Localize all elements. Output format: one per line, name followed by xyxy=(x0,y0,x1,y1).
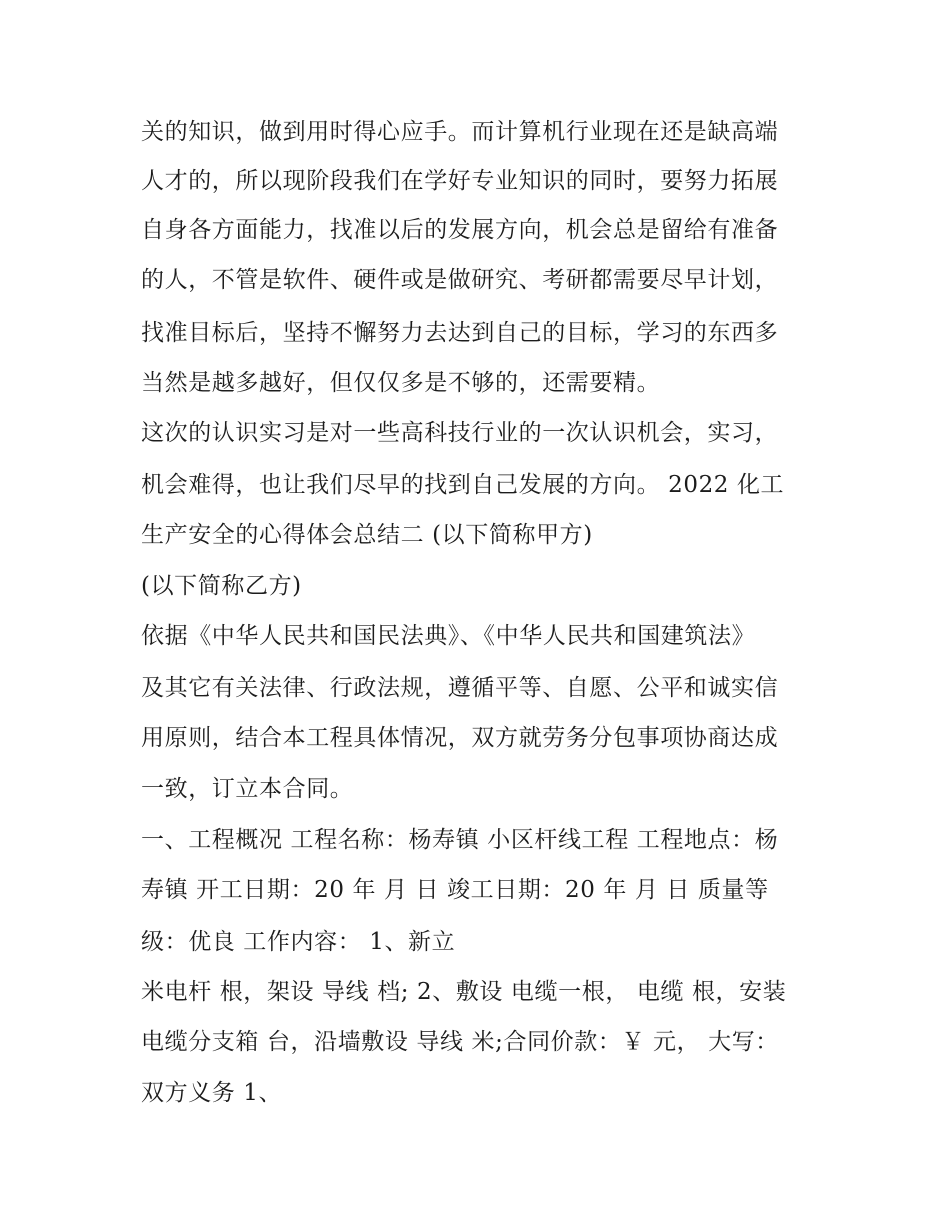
text-line: 依据《中华人民共和国民法典》、《中华人民共和国建筑法》 xyxy=(141,623,756,649)
text-line: 米电杆 根，架设 导线 档; 2、敷设 电缆一根， 电缆 根，安装 xyxy=(141,979,787,1005)
text-line: 当然是越多越好，但仅仅多是不够的，还需要精。 xyxy=(141,370,661,396)
text-line: 一致，订立本合同。 xyxy=(141,776,354,802)
text-line: 电缆分支箱 台，沿墙敷设 导线 米;合同价款：￥ 元， 大写： xyxy=(141,1029,779,1055)
text-line: (以下简称乙方) xyxy=(141,573,302,599)
text-line: 一、工程概况 工程名称：杨寿镇 小区杆线工程 工程地点：杨 xyxy=(141,827,779,853)
text-line: 机会难得，也让我们尽早的找到自己发展的方向。 2022 化工 xyxy=(141,472,785,498)
text-line: 寿镇 开工日期：20 年 月 日 竣工日期：20 年 月 日 质量等 xyxy=(141,877,769,903)
text-line: 这次的认识实习是对一些高科技行业的一次认识机会，实习， xyxy=(141,420,779,446)
text-line: 生产安全的心得体会总结二 (以下简称甲方) xyxy=(141,522,593,548)
text-line: 的人，不管是软件、硬件或是做研究、考研都需要尽早计划， xyxy=(141,267,779,293)
text-line: 找准目标后，坚持不懈努力去达到自己的目标，学习的东西多 xyxy=(141,320,779,346)
text-line: 自身各方面能力，找准以后的发展方向，机会总是留给有准备 xyxy=(141,217,779,243)
text-line: 级：优良 工作内容： 1、新立 xyxy=(141,929,456,955)
text-line: 及其它有关法律、行政法规，遵循平等、自愿、公平和诚实信 xyxy=(141,675,779,701)
text-line: 关的知识，做到用时得心应手。而计算机行业现在还是缺高端 xyxy=(141,119,779,145)
text-line: 双方义务 1、 xyxy=(141,1080,283,1106)
text-line: 人才的，所以现阶段我们在学好专业知识的同时，要努力拓展 xyxy=(141,168,779,194)
text-line: 用原则，结合本工程具体情况，双方就劳务分包事项协商达成 xyxy=(141,725,779,751)
